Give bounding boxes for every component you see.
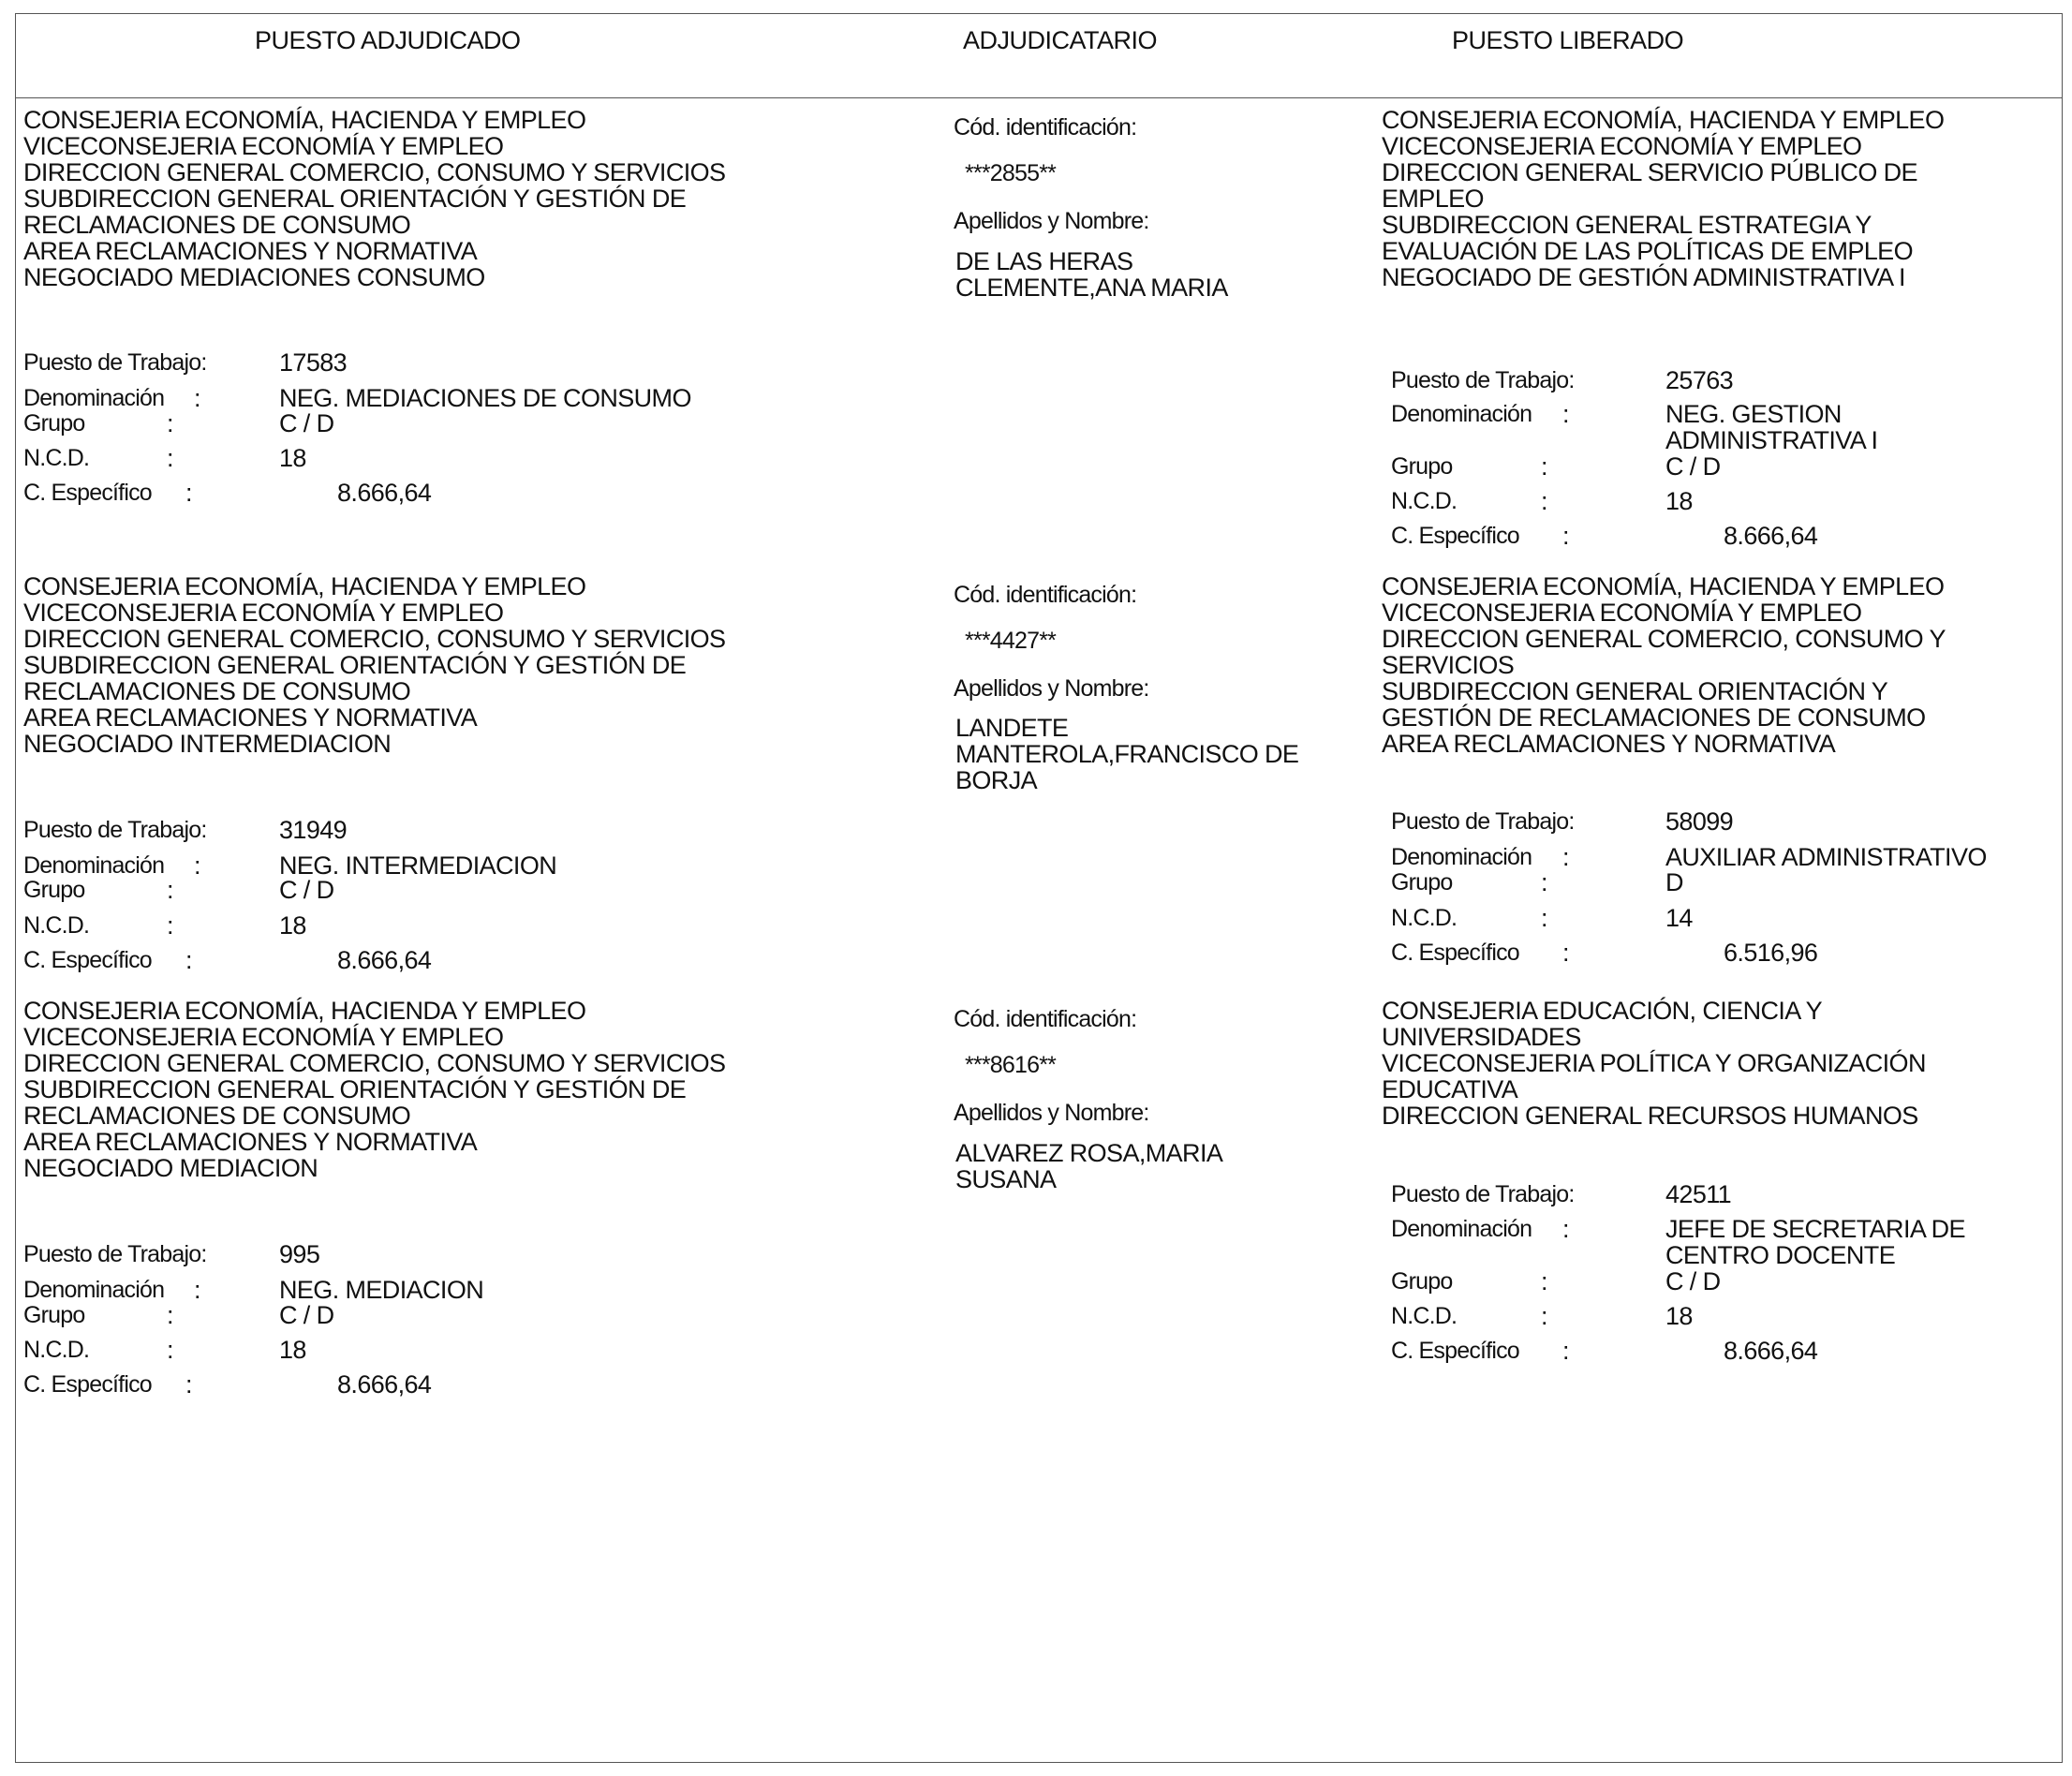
value-denominacion: NEG. MEDIACION [279, 1276, 484, 1304]
header-divider [15, 97, 2063, 98]
colon: : [1541, 868, 1547, 896]
org-line: RECLAMACIONES DE CONSUMO [23, 211, 411, 239]
label-ncd: N.C.D. [23, 445, 90, 471]
colon: : [1541, 904, 1547, 932]
org-line: SUBDIRECCION GENERAL ORIENTACIÓN Y [1382, 677, 1888, 705]
org-line: CONSEJERIA ECONOMÍA, HACIENDA Y EMPLEO [1382, 572, 1945, 600]
colon: : [167, 911, 173, 940]
name-line: SUSANA [955, 1165, 1057, 1193]
label-ncd: N.C.D. [1391, 488, 1458, 514]
value-puesto: 31949 [279, 816, 348, 844]
value-puesto: 17583 [279, 348, 348, 377]
org-line: RECLAMACIONES DE CONSUMO [23, 1102, 411, 1130]
colon: : [185, 946, 192, 974]
colon: : [194, 851, 200, 880]
denominacion-line: NEG. GESTION [1665, 400, 1842, 428]
org-line: NEGOCIADO MEDIACIONES CONSUMO [23, 263, 485, 291]
value-denominacion: NEG. INTERMEDIACION [279, 851, 557, 880]
org-line: DIRECCION GENERAL COMERCIO, CONSUMO Y SERVICIOS [23, 158, 726, 186]
org-line: CONSEJERIA ECONOMÍA, HACIENDA Y EMPLEO [23, 997, 586, 1025]
colon: : [1562, 939, 1569, 967]
colon: : [1562, 1337, 1569, 1365]
org-line: CONSEJERIA ECONOMÍA, HACIENDA Y EMPLEO [23, 106, 586, 134]
org-line: NEGOCIADO INTERMEDIACION [23, 730, 392, 758]
value-grupo: C / D [279, 409, 334, 437]
label-apellidos-nombre: Apellidos y Nombre: [954, 208, 1149, 234]
denominacion-line: JEFE DE SECRETARIA DE [1665, 1215, 1965, 1243]
label-puesto: Puesto de Trabajo: [1391, 367, 1575, 393]
org-line: SUBDIRECCION GENERAL ORIENTACIÓN Y GESTIÓN DE [23, 651, 687, 679]
colon: : [167, 876, 173, 904]
name-line: MANTEROLA,FRANCISCO DE [955, 740, 1299, 768]
label-especifico: C. Específico [23, 480, 152, 506]
colon: : [185, 1370, 192, 1399]
label-apellidos-nombre: Apellidos y Nombre: [954, 675, 1149, 702]
value-denominacion [1665, 401, 1877, 453]
header-adjudicatario: ADJUDICATARIO [963, 26, 1158, 54]
label-grupo: Grupo [1391, 1268, 1453, 1295]
org-line: VICECONSEJERIA ECONOMÍA Y EMPLEO [23, 1023, 504, 1051]
colon: : [167, 1336, 173, 1364]
label-grupo: Grupo [23, 877, 85, 903]
header-puesto-liberado: PUESTO LIBERADO [1452, 26, 1684, 54]
label-cod-identificacion: Cód. identificación: [954, 114, 1137, 141]
row2-lib-org-block [1382, 573, 1946, 757]
org-line: SUBDIRECCION GENERAL ORIENTACIÓN Y GESTIÓN DE [23, 185, 687, 213]
row2-person-name [955, 715, 1298, 793]
label-especifico: C. Específico [23, 1371, 152, 1398]
colon: : [1541, 1267, 1547, 1295]
label-denominacion: Denominación [23, 1277, 165, 1303]
name-line: CLEMENTE,ANA MARIA [955, 274, 1228, 302]
value-ncd: 14 [1665, 904, 1693, 932]
colon: : [167, 409, 173, 437]
org-line: AREA RECLAMACIONES Y NORMATIVA [23, 237, 478, 265]
value-puesto: 25763 [1665, 366, 1734, 394]
value-especifico: 8.666,64 [1724, 1337, 1818, 1365]
org-line: DIRECCION GENERAL COMERCIO, CONSUMO Y SERVICIOS [23, 1049, 726, 1077]
label-grupo: Grupo [23, 410, 85, 437]
label-cod-identificacion: Cód. identificación: [954, 582, 1137, 608]
org-line: AREA RECLAMACIONES Y NORMATIVA [23, 703, 478, 732]
row1-person-name [955, 248, 1228, 301]
header-puesto-adjudicado: PUESTO ADJUDICADO [255, 26, 521, 54]
org-line: VICECONSEJERIA ECONOMÍA Y EMPLEO [1382, 599, 1862, 627]
label-apellidos-nombre: Apellidos y Nombre: [954, 1100, 1149, 1126]
label-puesto: Puesto de Trabajo: [1391, 1181, 1575, 1207]
colon: : [167, 444, 173, 472]
label-denominacion: Denominación [23, 852, 165, 879]
org-line: NEGOCIADO DE GESTIÓN ADMINISTRATIVA I [1382, 263, 1905, 291]
colon: : [1541, 452, 1547, 481]
row2-adj-org-block [23, 573, 725, 757]
name-line: DE LAS HERAS [955, 247, 1133, 275]
org-line: SERVICIOS [1382, 651, 1515, 679]
denominacion-line: ADMINISTRATIVA I [1665, 426, 1878, 454]
org-line: EDUCATIVA [1382, 1075, 1518, 1103]
org-line: DIRECCION GENERAL COMERCIO, CONSUMO Y [1382, 625, 1946, 653]
row1-adj-org-block [23, 107, 725, 290]
colon: : [1562, 400, 1569, 428]
label-especifico: C. Específico [23, 947, 152, 973]
value-especifico: 8.666,64 [337, 479, 432, 507]
label-ncd: N.C.D. [23, 1337, 90, 1363]
colon: : [1541, 1302, 1547, 1330]
value-especifico: 8.666,64 [1724, 522, 1818, 550]
label-denominacion: Denominación [1391, 844, 1532, 870]
value-grupo: C / D [279, 1301, 334, 1329]
name-line: ALVAREZ ROSA,MARIA [955, 1139, 1223, 1167]
row1-lib-org-block [1382, 107, 1944, 290]
colon: : [185, 479, 192, 507]
label-grupo: Grupo [23, 1302, 85, 1328]
org-line: CONSEJERIA EDUCACIÓN, CIENCIA Y [1382, 997, 1823, 1025]
row3-adj-org-block [23, 998, 725, 1181]
value-cod-identificacion: ***4427** [965, 628, 1057, 654]
org-line: NEGOCIADO MEDIACION [23, 1154, 318, 1182]
value-grupo: D [1665, 868, 1683, 896]
value-grupo: C / D [1665, 1267, 1721, 1295]
label-denominacion: Denominación [1391, 1216, 1532, 1242]
label-puesto: Puesto de Trabajo: [23, 1241, 207, 1267]
value-grupo: C / D [1665, 452, 1721, 481]
label-especifico: C. Específico [1391, 1338, 1519, 1364]
org-line: UNIVERSIDADES [1382, 1023, 1581, 1051]
label-grupo: Grupo [1391, 869, 1453, 895]
row3-person-name [955, 1140, 1222, 1192]
org-line: DIRECCION GENERAL RECURSOS HUMANOS [1382, 1102, 1918, 1130]
label-denominacion: Denominación [23, 385, 165, 411]
value-especifico: 6.516,96 [1724, 939, 1818, 967]
colon: : [194, 1276, 200, 1304]
label-puesto: Puesto de Trabajo: [1391, 808, 1575, 835]
org-line: RECLAMACIONES DE CONSUMO [23, 677, 411, 705]
value-ncd: 18 [279, 1336, 306, 1364]
name-line: LANDETE [955, 714, 1069, 742]
value-puesto: 995 [279, 1240, 320, 1268]
label-puesto: Puesto de Trabajo: [23, 817, 207, 843]
label-puesto: Puesto de Trabajo: [23, 349, 207, 376]
label-especifico: C. Específico [1391, 940, 1519, 966]
value-grupo: C / D [279, 876, 334, 904]
org-line: SUBDIRECCION GENERAL ORIENTACIÓN Y GESTIÓN DE [23, 1075, 687, 1103]
value-ncd: 18 [1665, 1302, 1693, 1330]
value-denominacion: AUXILIAR ADMINISTRATIVO [1665, 843, 1987, 871]
org-line: VICECONSEJERIA ECONOMÍA Y EMPLEO [1382, 132, 1862, 160]
colon: : [1541, 487, 1547, 515]
org-line: GESTIÓN DE RECLAMACIONES DE CONSUMO [1382, 703, 1926, 732]
value-cod-identificacion: ***8616** [965, 1052, 1057, 1078]
denominacion-line: CENTRO DOCENTE [1665, 1241, 1896, 1269]
org-line: CONSEJERIA ECONOMÍA, HACIENDA Y EMPLEO [1382, 106, 1945, 134]
org-line: AREA RECLAMACIONES Y NORMATIVA [1382, 730, 1836, 758]
value-especifico: 8.666,64 [337, 946, 432, 974]
label-ncd: N.C.D. [1391, 905, 1458, 931]
value-especifico: 8.666,64 [337, 1370, 432, 1399]
org-line: DIRECCION GENERAL SERVICIO PÚBLICO DE [1382, 158, 1917, 186]
org-line: VICECONSEJERIA POLÍTICA Y ORGANIZACIÓN [1382, 1049, 1926, 1077]
label-especifico: C. Específico [1391, 523, 1519, 549]
org-line: VICECONSEJERIA ECONOMÍA Y EMPLEO [23, 132, 504, 160]
value-ncd: 18 [1665, 487, 1693, 515]
colon: : [167, 1301, 173, 1329]
org-line: SUBDIRECCION GENERAL ESTRATEGIA Y [1382, 211, 1872, 239]
label-denominacion: Denominación [1391, 401, 1532, 427]
value-cod-identificacion: ***2855** [965, 160, 1057, 186]
name-line: BORJA [955, 766, 1038, 794]
colon: : [194, 384, 200, 412]
label-ncd: N.C.D. [1391, 1303, 1458, 1329]
value-denominacion [1665, 1216, 1965, 1268]
colon: : [1562, 522, 1569, 550]
org-line: EVALUACIÓN DE LAS POLÍTICAS DE EMPLEO [1382, 237, 1913, 265]
org-line: DIRECCION GENERAL COMERCIO, CONSUMO Y SERVICIOS [23, 625, 726, 653]
value-denominacion: NEG. MEDIACIONES DE CONSUMO [279, 384, 691, 412]
label-cod-identificacion: Cód. identificación: [954, 1006, 1137, 1032]
org-line: CONSEJERIA ECONOMÍA, HACIENDA Y EMPLEO [23, 572, 586, 600]
value-ncd: 18 [279, 444, 306, 472]
label-grupo: Grupo [1391, 453, 1453, 480]
value-ncd: 18 [279, 911, 306, 940]
value-puesto: 42511 [1665, 1180, 1732, 1208]
colon: : [1562, 1215, 1569, 1243]
org-line: EMPLEO [1382, 185, 1484, 213]
value-puesto: 58099 [1665, 807, 1734, 836]
org-line: AREA RECLAMACIONES Y NORMATIVA [23, 1128, 478, 1156]
label-ncd: N.C.D. [23, 912, 90, 939]
org-line: VICECONSEJERIA ECONOMÍA Y EMPLEO [23, 599, 504, 627]
row3-lib-org-block [1382, 998, 1926, 1129]
colon: : [1562, 843, 1569, 871]
